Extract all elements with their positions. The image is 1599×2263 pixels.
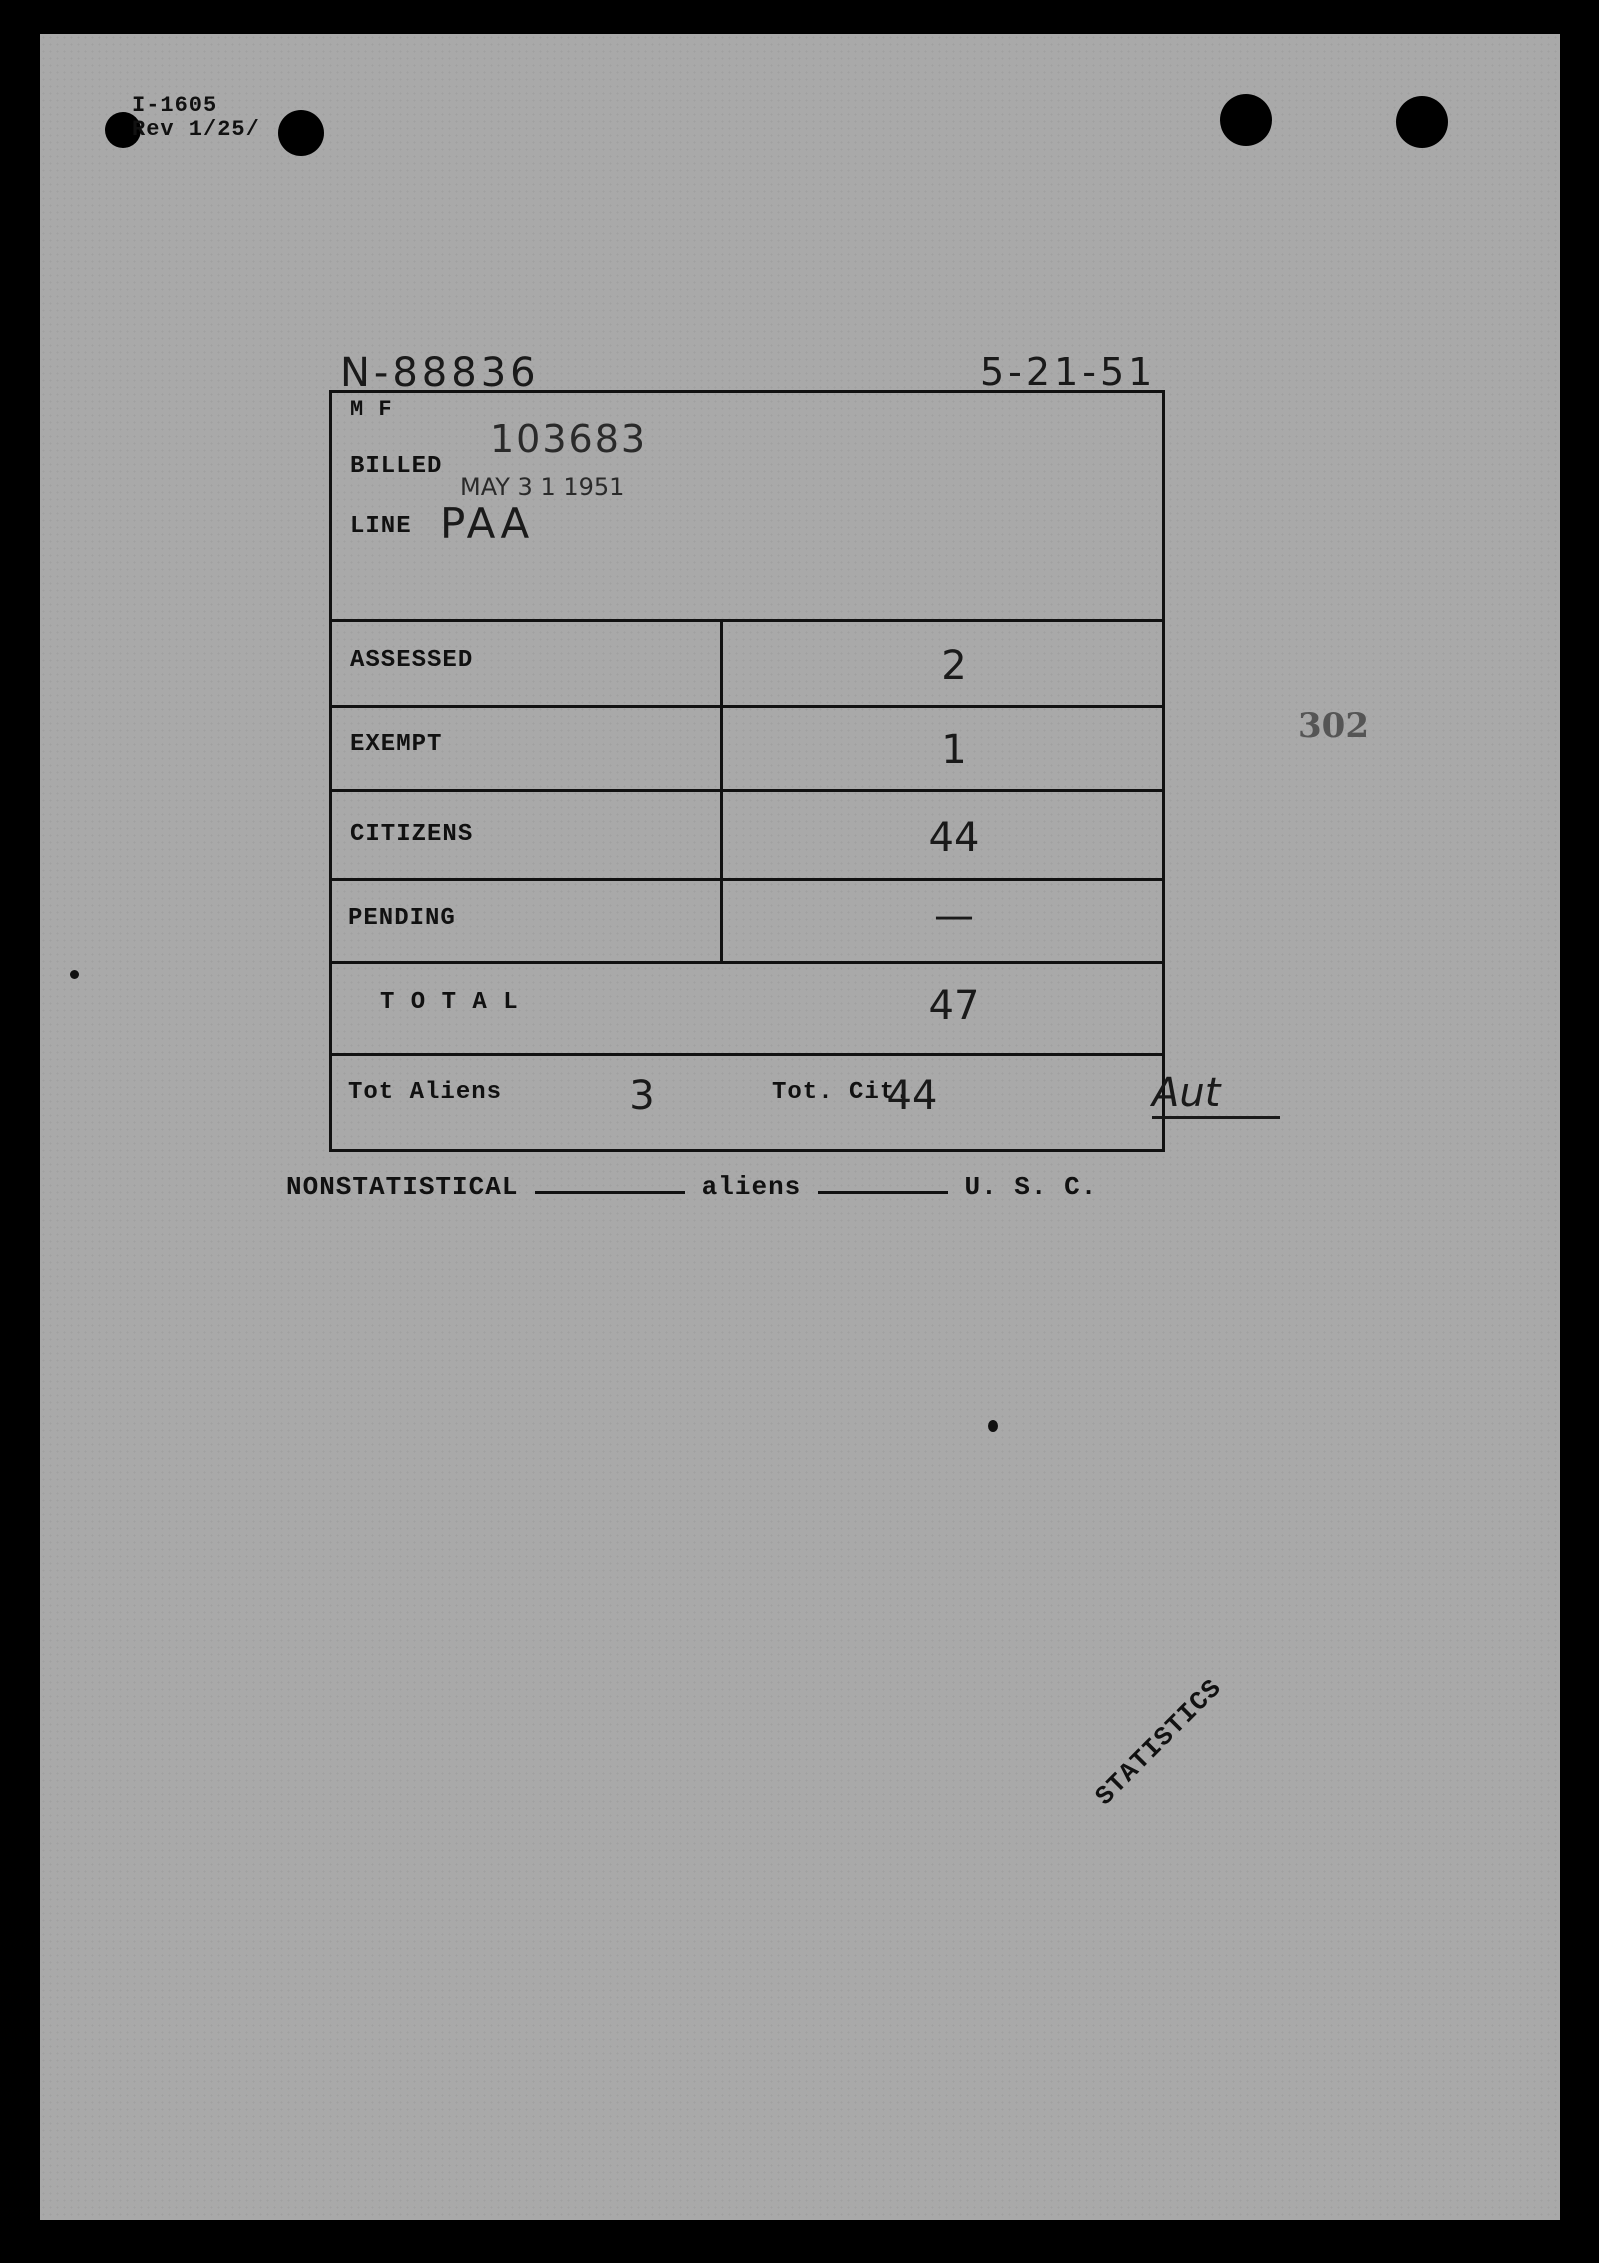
row-label-assessed: ASSESSED xyxy=(350,647,474,674)
form-code xyxy=(132,94,260,142)
row-label-citizens: CITIZENS xyxy=(350,821,474,848)
row-value-citizens: 44 xyxy=(928,815,980,861)
rule xyxy=(332,619,1162,622)
nonstatistical-label: NONSTATISTICAL xyxy=(286,1172,519,1202)
punch-hole xyxy=(1220,94,1272,146)
punch-hole xyxy=(278,110,324,156)
billed-date: MAY 3 1 1951 xyxy=(460,473,625,501)
manifest-number: N-88836 xyxy=(340,350,540,396)
row-label-exempt: EXEMPT xyxy=(350,731,443,758)
row-label-pending: PENDING xyxy=(348,905,456,932)
rule xyxy=(332,1053,1162,1056)
row-value-pending: — xyxy=(934,893,974,939)
statistics-stamp: STATISTICS xyxy=(1089,1672,1229,1812)
row-value-exempt: 1 xyxy=(941,727,967,773)
aliens-label: aliens xyxy=(701,1172,802,1202)
usc-label: U. S. C. xyxy=(964,1172,1098,1202)
form-code-line1: I-1605 xyxy=(132,93,218,118)
tot-cit-value: 44 xyxy=(886,1073,938,1119)
punch-hole xyxy=(1396,96,1448,148)
billed-label: BILLED xyxy=(350,453,443,480)
bill-number: 103683 xyxy=(490,417,648,461)
tot-aliens-value: 3 xyxy=(629,1073,655,1119)
ink-dot xyxy=(988,1420,998,1432)
line-value: PAA xyxy=(440,499,534,548)
tot-cit-label: Tot. Cit. xyxy=(772,1079,911,1106)
initials-signature: Aut xyxy=(1152,1070,1280,1119)
form-code-line2: Rev 1/25/ xyxy=(132,117,260,142)
record-date: 5-21-51 xyxy=(980,350,1157,394)
total-value: 47 xyxy=(928,983,980,1029)
rule xyxy=(332,878,1162,881)
line-label: LINE xyxy=(350,513,412,540)
side-number: 302 xyxy=(1298,706,1369,746)
rule xyxy=(332,961,1162,964)
tot-aliens-label: Tot Aliens xyxy=(348,1079,503,1106)
rule xyxy=(332,789,1162,792)
document-page xyxy=(40,34,1560,2220)
column-divider xyxy=(720,619,723,961)
aliens-blank xyxy=(818,1191,948,1194)
nonstatistical-blank xyxy=(535,1191,685,1194)
rule xyxy=(332,705,1162,708)
row-value-assessed: 2 xyxy=(941,643,967,689)
total-label: T O T A L xyxy=(380,989,519,1016)
nonstatistical-line xyxy=(286,1172,1097,1202)
mf-label: M F xyxy=(350,397,393,422)
ink-dot xyxy=(70,970,79,979)
statistics-form xyxy=(329,390,1165,1152)
